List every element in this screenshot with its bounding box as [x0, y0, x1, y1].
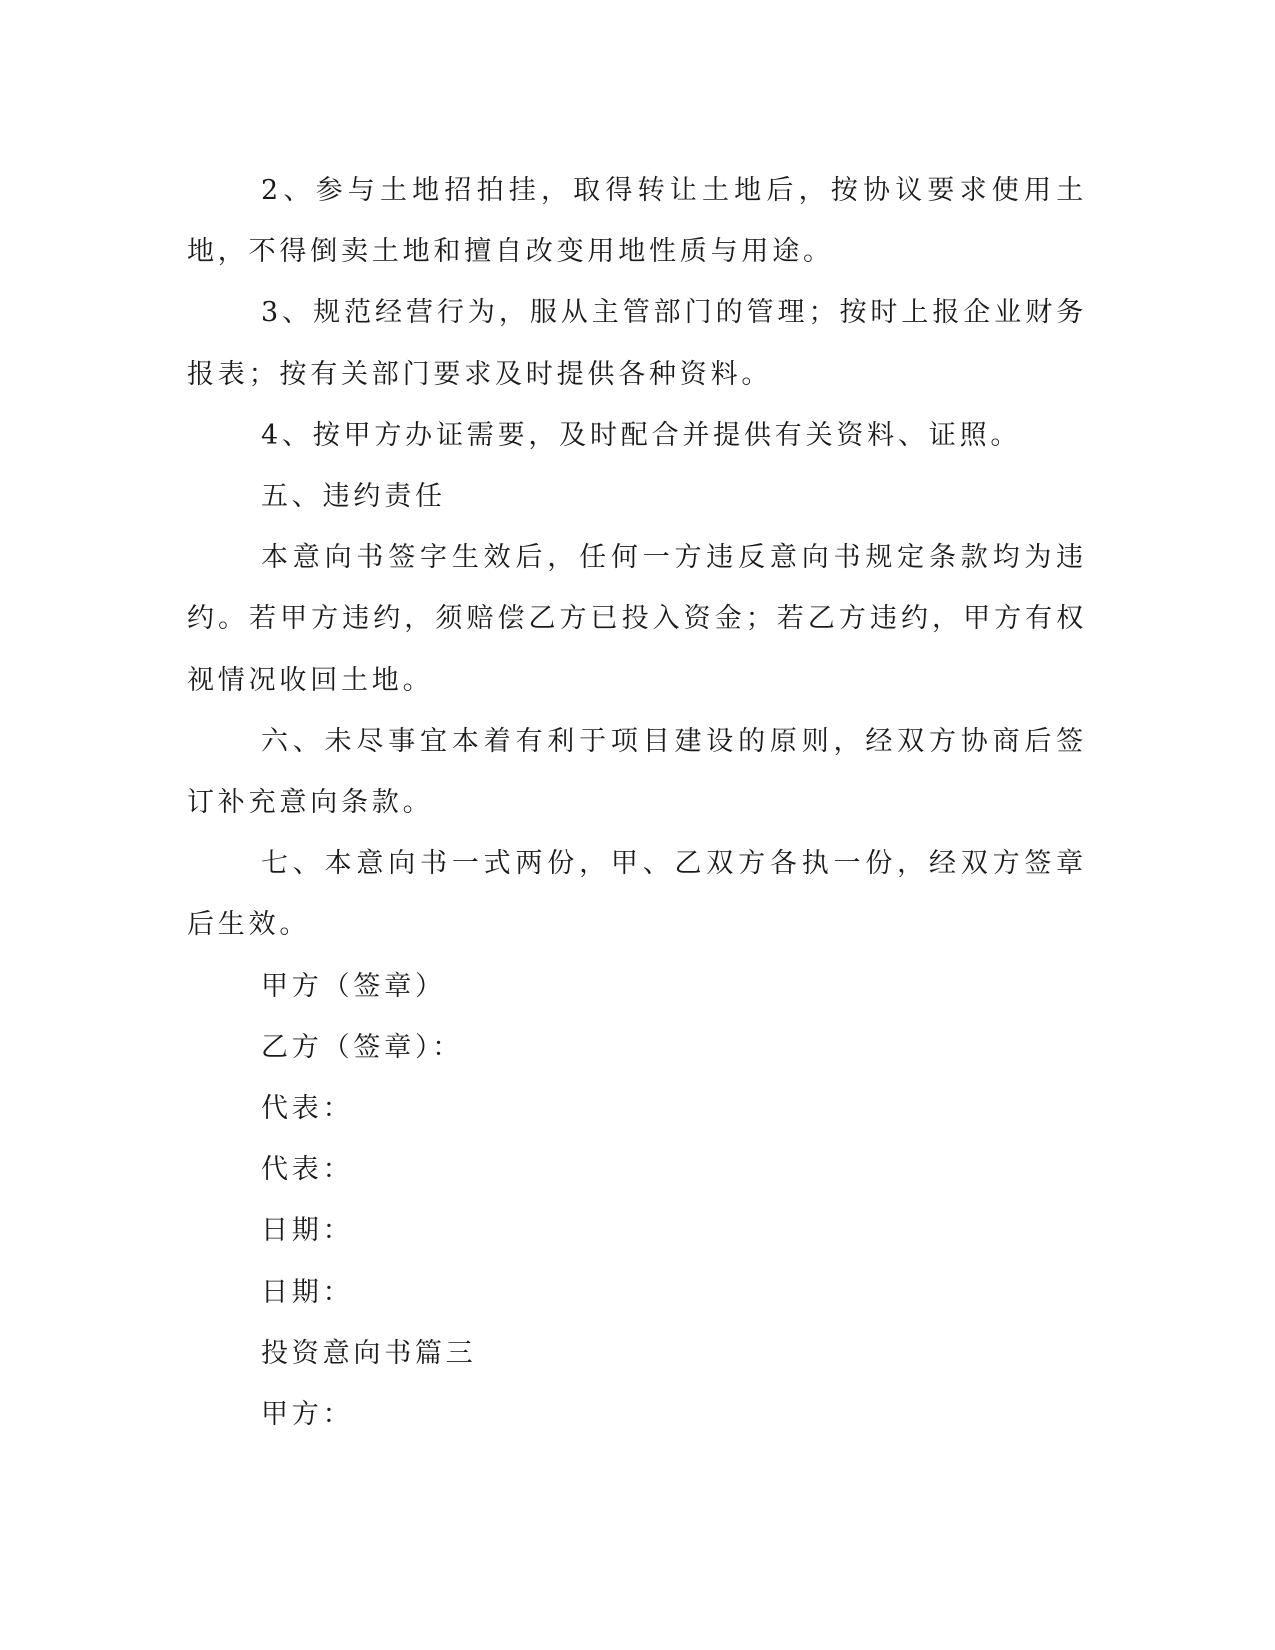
- clause-seven-paragraph: 七、本意向书一式两份，甲、乙双方各执一份，经双方签章后生效。: [187, 848, 1087, 941]
- section-heading-breach: 五、违约责任: [261, 481, 446, 513]
- date-line-b: 日期：: [261, 1276, 354, 1308]
- clause-six-paragraph: 六、未尽事宜本着有利于项目建设的原则，经双方协商后签订补充意向条款。: [187, 725, 1087, 819]
- clause-4-paragraph: 4、按甲方办证需要，及时配合并提供有关资料、证照。: [261, 419, 1022, 451]
- party-a-signature-line: 甲方（签章）: [261, 970, 446, 1002]
- party-b-signature-line: 乙方（签章）：: [261, 1031, 464, 1063]
- section-title-part-three: 投资意向书篇三: [261, 1337, 477, 1369]
- document-body: [187, 160, 1087, 1445]
- date-line-a: 日期：: [261, 1215, 354, 1247]
- clause-3-paragraph: 3、规范经营行为，服从主管部门的管理；按时上报企业财务报表；按有关部门要求及时提供各种资料。: [187, 297, 1087, 390]
- representative-line-a: 代表：: [261, 1093, 354, 1125]
- party-a-label-line: 甲方：: [261, 1399, 354, 1431]
- breach-liability-paragraph: 本意向书签字生效后，任何一方违反意向书规定条款均为违约。若甲方违约，须赔偿乙方已投入资金；若乙方违约，甲方有权视情况收回土地。: [187, 542, 1087, 696]
- representative-line-b: 代表：: [261, 1154, 354, 1186]
- clause-2-paragraph: 2、参与土地招拍挂，取得转让土地后，按协议要求使用土地，不得倒卖土地和擅自改变用地性质与用途。: [187, 175, 1087, 268]
